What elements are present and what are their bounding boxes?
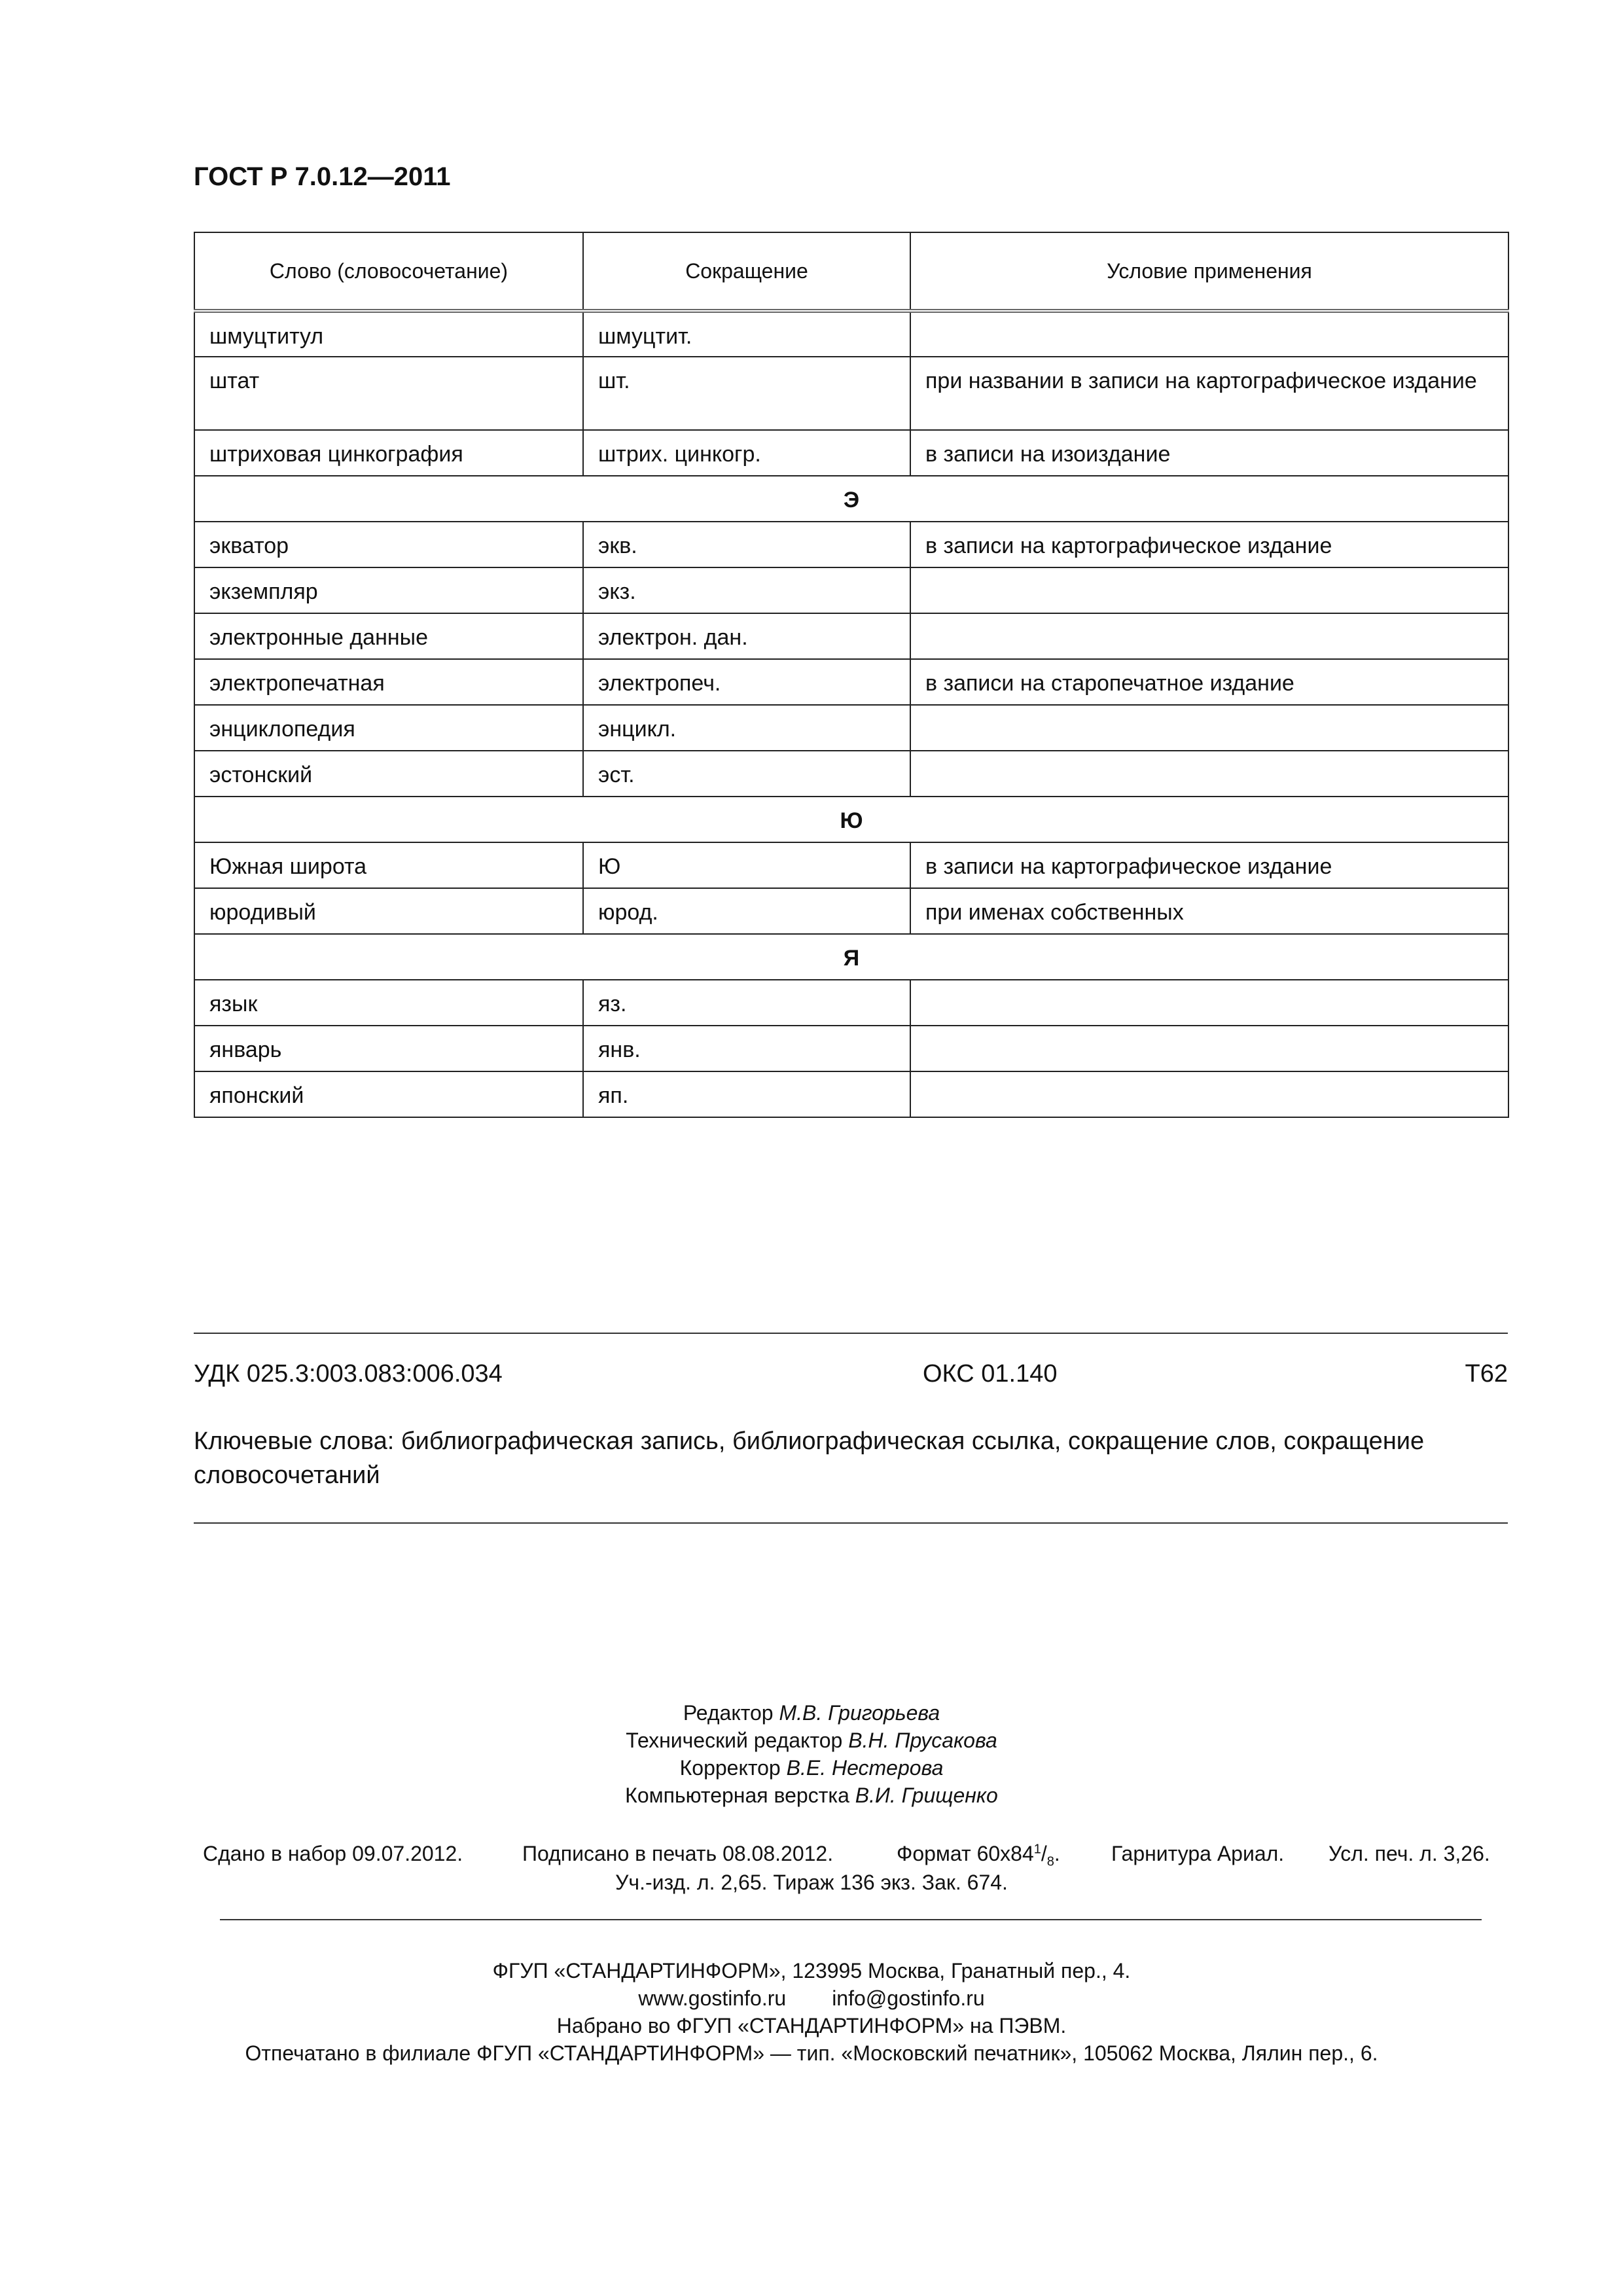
tech-editor-name: В.Н. Прусакова [848, 1729, 997, 1752]
table-row [194, 888, 1508, 934]
keywords-text: Ключевые слова: библиографическая запись, библиографическая ссылка, сокращение слов, сокращение словосочетаний [194, 1427, 1425, 1489]
table-header-row [194, 232, 1508, 311]
letter-divider-row [194, 934, 1508, 980]
table-body [194, 311, 1508, 1117]
divider-imprint [220, 1919, 1482, 1920]
cell-abbreviation: юрод. [583, 888, 910, 934]
editor-line: Редактор М.В. Григорьева [683, 1701, 940, 1725]
divider-top [194, 1333, 1508, 1334]
cell-word: электронные данные [194, 613, 583, 659]
layout-line: Компьютерная верстка В.И. Грищенко [625, 1784, 998, 1807]
table-row [194, 430, 1508, 476]
edition-details: Уч.-изд. л. 2,65. Тираж 136 экз. Зак. 674. [615, 1871, 1008, 1894]
printed-note: Отпечатано в филиале ФГУП «СТАНДАРТИНФОРМ» — тип. «Московский печатник», 105062 Москва, Лялин пер., 6. [245, 2041, 1378, 2065]
letter-divider-row [194, 797, 1508, 842]
cell-condition [910, 980, 1508, 1026]
cell-abbreviation: шт. [583, 357, 910, 430]
cell-condition: при именах собственных [910, 888, 1508, 934]
table-row [194, 1026, 1508, 1071]
website-link[interactable]: www.gostinfo.ru [638, 1986, 787, 2010]
cell-word: январь [194, 1026, 583, 1071]
table-row [194, 522, 1508, 567]
typeset-note: Набрано во ФГУП «СТАНДАРТИНФОРМ» на ПЭВМ. [556, 2014, 1067, 2037]
document-header: ГОСТ Р 7.0.12—2011 [194, 162, 451, 191]
table-row [194, 357, 1508, 430]
cell-abbreviation: энцикл. [583, 705, 910, 751]
cell-abbreviation: эст. [583, 751, 910, 797]
cell-condition [910, 751, 1508, 797]
cell-condition [910, 311, 1508, 357]
letter-heading: Э [194, 476, 1508, 522]
typeface: Гарнитура Ариал. [1111, 1842, 1285, 1865]
column-header-abbreviation: Сокращение [583, 232, 910, 311]
table-row [194, 311, 1508, 357]
corrector-name: В.Е. Нестерова [786, 1756, 944, 1780]
table-row [194, 980, 1508, 1026]
submitted-date: Сдано в набор 09.07.2012. [203, 1842, 463, 1865]
cell-abbreviation: шмуцтит. [583, 311, 910, 357]
cell-condition: в записи на изоиздание [910, 430, 1508, 476]
cell-abbreviation: Ю [583, 842, 910, 888]
table-row [194, 567, 1508, 613]
cell-word: Южная широта [194, 842, 583, 888]
cell-abbreviation: электрон. дан. [583, 613, 910, 659]
column-header-condition: Условие применения [910, 232, 1508, 311]
editorial-credits [0, 1699, 1623, 1809]
abbreviation-table [194, 232, 1509, 1118]
tech-editor-line: Технический редактор В.Н. Прусакова [626, 1729, 997, 1752]
table-row [194, 705, 1508, 751]
cell-word: экземпляр [194, 567, 583, 613]
publisher-imprint [0, 1957, 1623, 2067]
editor-name: М.В. Григорьева [779, 1701, 940, 1725]
cell-condition: при названии в записи на картографическое издание [910, 357, 1508, 430]
table-row [194, 659, 1508, 705]
cell-abbreviation: экз. [583, 567, 910, 613]
cell-word: экватор [194, 522, 583, 567]
publisher-contacts [0, 1984, 1623, 2012]
cell-abbreviation: яп. [583, 1071, 910, 1117]
cell-word: эстонский [194, 751, 583, 797]
signed-date: Подписано в печать 08.08.2012. [522, 1842, 834, 1865]
cell-condition [910, 1026, 1508, 1071]
cell-condition: в записи на картографическое издание [910, 522, 1508, 567]
table-row [194, 751, 1508, 797]
cell-word: электропечатная [194, 659, 583, 705]
cell-condition [910, 567, 1508, 613]
letter-heading: Ю [194, 797, 1508, 842]
paper-format: Формат $60x84^1/_8$. [897, 1842, 1060, 1869]
cell-abbreviation: электропеч. [583, 659, 910, 705]
letter-divider-row [194, 476, 1508, 522]
print-sheets: Усл. печ. л. 3,26. [1329, 1842, 1490, 1865]
table-row [194, 1071, 1508, 1117]
classification-code: Т62 [1465, 1360, 1508, 1388]
cell-condition [910, 1071, 1508, 1117]
cell-abbreviation: яз. [583, 980, 910, 1026]
publisher-address: ФГУП «СТАНДАРТИНФОРМ», 123995 Москва, Гранатный пер., 4. [492, 1959, 1131, 1982]
cell-word: язык [194, 980, 583, 1026]
cell-condition: в записи на картографическое издание [910, 842, 1508, 888]
cell-abbreviation: янв. [583, 1026, 910, 1071]
cell-word: юродивый [194, 888, 583, 934]
cell-word: шмуцтитул [194, 311, 583, 357]
table-row [194, 842, 1508, 888]
cell-condition: в записи на старопечатное издание [910, 659, 1508, 705]
cell-word: штриховая цинкография [194, 430, 583, 476]
udk-code: УДК 025.3:003.083:006.034 [194, 1360, 503, 1388]
cell-abbreviation: штрих. цинкогр. [583, 430, 910, 476]
layout-name: В.И. Грищенко [855, 1784, 998, 1807]
cell-condition [910, 613, 1508, 659]
table-row [194, 613, 1508, 659]
cell-word: японский [194, 1071, 583, 1117]
column-header-word: Слово (словосочетание) [194, 232, 583, 311]
cell-abbreviation: экв. [583, 522, 910, 567]
cell-word: штат [194, 357, 583, 430]
email-link[interactable]: info@gostinfo.ru [832, 1986, 985, 2010]
cell-word: энциклопедия [194, 705, 583, 751]
letter-heading: Я [194, 934, 1508, 980]
divider-keywords [194, 1522, 1508, 1524]
cell-condition [910, 705, 1508, 751]
oks-code: ОКС 01.140 [923, 1360, 1058, 1388]
corrector-line: Корректор В.Е. Нестерова [679, 1756, 944, 1780]
